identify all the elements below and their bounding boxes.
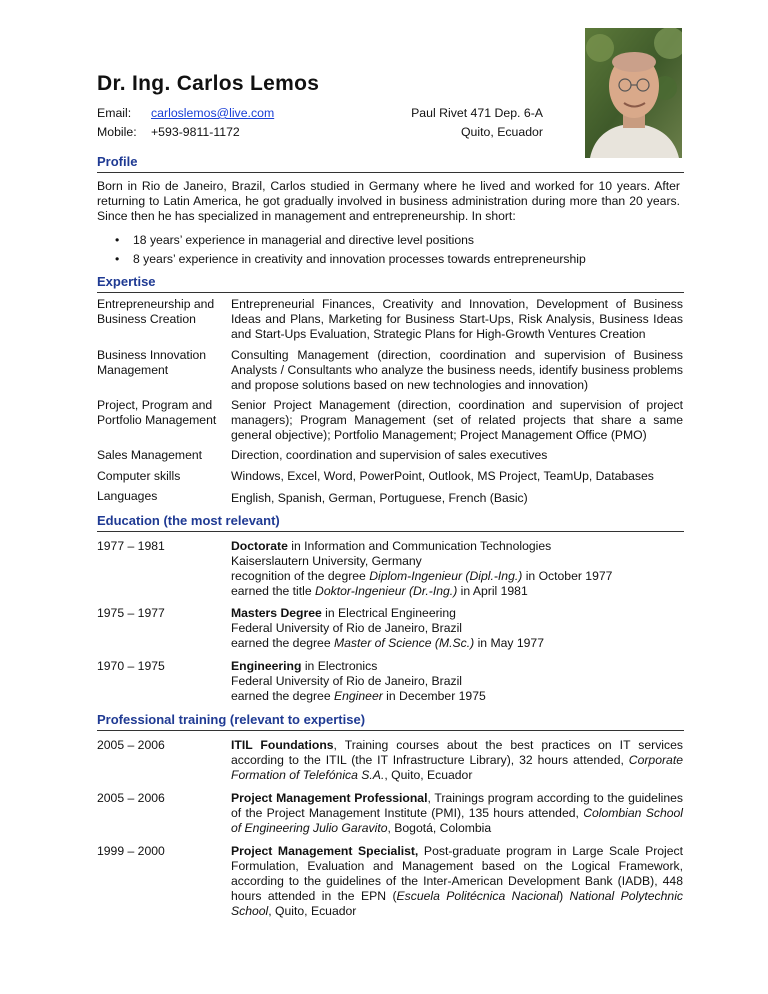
expertise-label: Entrepreneurship and Business Creation (97, 297, 215, 326)
course-location: , Quito, Ecuador (384, 768, 473, 782)
profile-heading: Profile (97, 154, 138, 169)
degree-date: in April 1981 (457, 584, 528, 598)
expertise-label: Languages (97, 489, 158, 503)
expertise-heading: Expertise (97, 274, 156, 289)
school-name: Federal University of Rio de Janeiro, Brazil (231, 621, 462, 635)
education-detail (231, 539, 683, 599)
degree-name: Masters Degree (231, 606, 322, 620)
degree-note: earned the title (231, 584, 316, 598)
expertise-divider (97, 292, 684, 293)
degree-date: in December 1975 (382, 689, 486, 703)
profile-photo (585, 28, 682, 158)
expertise-detail: English, Spanish, German, Portuguese, French (Basic) (231, 491, 528, 505)
course-description: , Trainings program according to the guidelines of the Project Management Institute (PMI), 135 hours attended, (231, 791, 684, 820)
address-line-1: Paul Rivet 471 Dep. 6-A (411, 106, 543, 120)
profile-bullet-text: 8 years’ experience in creativity and innovation processes towards entrepreneurship (133, 252, 586, 266)
degree-title: Engineer (334, 689, 383, 703)
expertise-label: Business Innovation Management (97, 348, 207, 377)
school-name: Kaiserslautern University, Germany (231, 554, 422, 568)
expertise-label: Computer skills (97, 469, 181, 483)
expertise-detail: Windows, Excel, Word, PowerPoint, Outlook, MS Project, TeamUp, Databases (231, 469, 654, 483)
profile-bullet (117, 252, 586, 266)
degree-field: in Electronics (301, 659, 378, 673)
training-years: 2005 – 2006 (97, 738, 165, 752)
degree-date: in October 1977 (522, 569, 613, 583)
mobile-number: +593-9811-1172 (151, 125, 240, 139)
education-years: 1975 – 1977 (97, 606, 165, 620)
degree-field: in Electrical Engineering (321, 606, 456, 620)
education-detail (231, 606, 683, 651)
email-label: Email: (97, 106, 132, 120)
candidate-name: Dr. Ing. Carlos Lemos (97, 72, 320, 95)
institution-name: Corporate Formation of Telefónica S.A. (231, 753, 683, 782)
profile-bullet (117, 233, 474, 247)
course-name: ITIL Foundations (231, 738, 334, 752)
education-divider (97, 531, 684, 532)
profile-bullet-text: 18 years’ experience in managerial and directive level positions (133, 233, 474, 247)
training-heading: Professional training (relevant to expertise) (97, 712, 366, 727)
institution-name: Colombian School of Engineering Julio Garavito (231, 806, 683, 835)
course-location: , Quito, Ecuador (268, 904, 357, 918)
institution-name: Escuela Politécnica Nacional (396, 889, 560, 903)
expertise-label: Sales Management (97, 448, 203, 462)
school-name: Federal University of Rio de Janeiro, Brazil (231, 674, 462, 688)
email-link[interactable]: carloslemos@live.com (151, 106, 275, 120)
expertise-detail: Entrepreneurial Finances, Creativity and Innovation, Development of Business Ideas and Plans, Marketing for Business Start-Ups, Risk Analysis, Business Ideas and Start-Ups Evaluation, Strategic Plans for High-Growth Ventures Creation (231, 297, 683, 341)
degree-note: earned the degree (231, 636, 334, 650)
degree-title: Master of Science (M.Sc.) (334, 636, 475, 650)
degree-date: in May 1977 (474, 636, 544, 650)
expertise-detail: Consulting Management (direction, coordination and supervision of Business Analysts / Consultants who analyze the business needs, identify business problems and propose solutions based on new technologies and innovation) (231, 348, 683, 392)
degree-note: recognition of the degree (231, 569, 370, 583)
training-years: 1999 – 2000 (97, 844, 165, 858)
degree-name: Doctorate (231, 539, 288, 553)
training-divider (97, 730, 684, 731)
training-years: 2005 – 2006 (97, 791, 165, 805)
expertise-detail: Senior Project Management (direction, coordination and supervision of project managers); Program Management (set of related projects that share a same general objective); Portfolio Management; Project Management Office (PMO) (231, 398, 683, 442)
education-heading: Education (the most relevant) (97, 513, 280, 528)
degree-title: Diplom-Ingenieur (Dipl.-Ing.) (369, 569, 523, 583)
course-name: Project Management Specialist, (231, 844, 419, 858)
education-detail (231, 659, 683, 704)
training-detail (231, 844, 683, 919)
contact-block (97, 106, 543, 144)
course-location: , Bogotá, Colombia (387, 821, 492, 835)
education-years: 1977 – 1981 (97, 539, 165, 553)
expertise-detail: Direction, coordination and supervision of sales executives (231, 448, 548, 462)
education-years: 1970 – 1975 (97, 659, 165, 673)
course-description: Post-graduate program in Large Scale Project Formulation, Evaluation and Management based on the Logical Framework, according to the guidelines of the Inter-American Development Bank (IADB), 448 hours attended in the EPN ( (231, 844, 683, 903)
training-detail (231, 791, 683, 836)
profile-summary: Born in Rio de Janeiro, Brazil, Carlos studied in Germany where he lived and worked for 10 years. After returning to Latin America, he got gradually involved in business administration during more than 20 years. Since then he has specialized in management and entrepreneurship. In short: (97, 179, 680, 223)
degree-title: Doktor-Ingenieur (Dr.-Ing.) (315, 584, 458, 598)
degree-field: in Information and Communication Technologies (287, 539, 552, 553)
profile-divider (97, 172, 684, 173)
degree-name: Engineering (231, 659, 302, 673)
mobile-label: Mobile: (97, 125, 137, 139)
institution-name-en: National Polytechnic School (231, 889, 683, 918)
course-description-cont: ) (559, 889, 570, 903)
degree-note: earned the degree (231, 689, 334, 703)
expertise-label: Project, Program and Portfolio Management (97, 398, 217, 427)
course-name: Project Management Professional (231, 791, 428, 805)
course-description: , Training courses about the best practices on IT services according to the ITIL (the IT Infrastructure Library), 32 hours attended, (231, 738, 683, 767)
training-detail (231, 738, 683, 783)
address-line-2: Quito, Ecuador (460, 125, 543, 139)
